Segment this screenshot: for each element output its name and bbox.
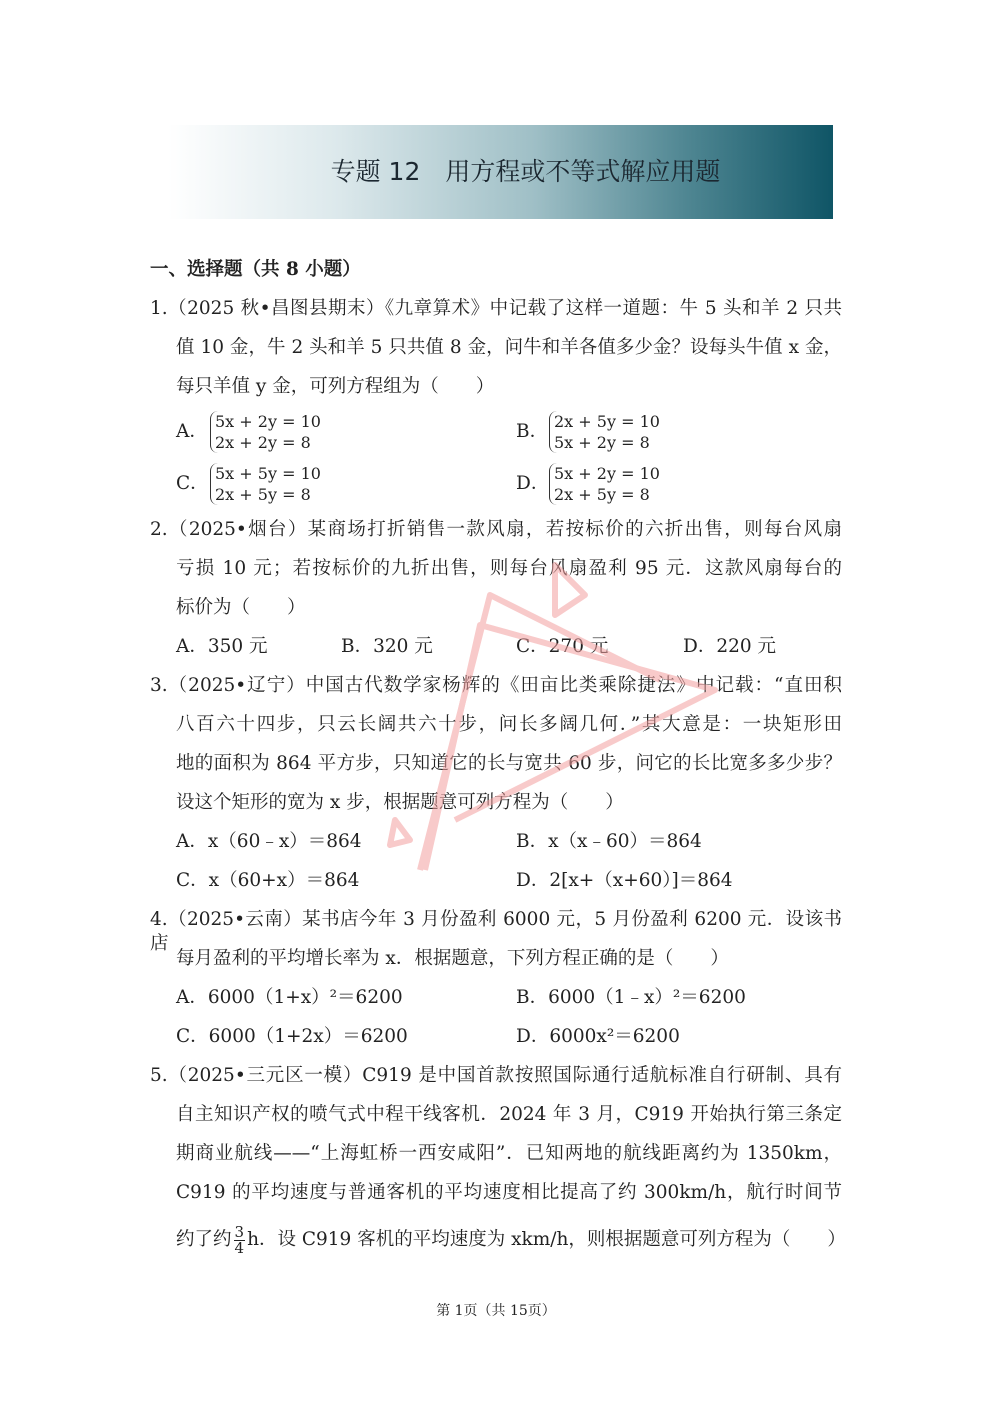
question-4-line: 4.（2025•云南）某书店今年 3 月份盈利 6000 元，5 月份盈利 6200 元．设该书店 xyxy=(150,909,842,954)
option-d: D．220 元 xyxy=(683,636,777,657)
option-c-label: C． xyxy=(176,473,209,494)
question-3-line: 八百六十四步，只云长阔共六十步，问长多阔几何．”其大意是：一块矩形田 xyxy=(176,714,842,735)
question-3-line: 3.（2025•辽宁）中国古代数学家杨辉的《田亩比类乘除捷法》中记载：“直田积 xyxy=(150,675,842,696)
option-a: A．x（60﹣x）＝864 xyxy=(176,831,362,852)
equation: 2x + 5y = 10 xyxy=(554,412,660,431)
question-2-line: 标价为（ ） xyxy=(176,597,306,618)
question-2-line: 2.（2025•烟台）某商场打折销售一款风扇，若按标价的六折出售，则每台风扇 xyxy=(150,519,842,540)
question-5-line xyxy=(176,1222,846,1258)
denominator: 4 xyxy=(234,1238,245,1257)
text: h．设 C919 客机的平均速度为 xkm/h，则根据题意可列方程为（ ） xyxy=(247,1229,846,1250)
question-3-line: 设这个矩形的宽为 x 步，根据题意可列方程为（ ） xyxy=(176,792,624,813)
option-a-label: A． xyxy=(176,421,208,442)
option-c: C．x（60+x）＝864 xyxy=(176,870,360,891)
question-5-line: 5.（2025•三元区一模）C919 是中国首款按照国际通行适航标准自行研制、具有 xyxy=(150,1065,842,1086)
option-a: A．6000（1+x）²＝6200 xyxy=(176,987,403,1008)
equation: 2x + 2y = 8 xyxy=(215,433,311,452)
option-d-system xyxy=(549,463,660,505)
question-1-line: 值 10 金，牛 2 头和羊 5 只共值 8 金，问牛和羊各值多少金？设每头牛值 x 金， xyxy=(176,337,842,358)
question-4-line: 每月盈利的平均增长率为 x．根据题意，下列方程正确的是（ ） xyxy=(176,948,729,969)
option-b-label: B． xyxy=(516,421,549,442)
option-c: C．6000（1+2x）＝6200 xyxy=(176,1026,408,1047)
question-3-line: 地的面积为 864 平方步，只知道它的长与宽共 60 步，问它的长比宽多多少步？ xyxy=(176,753,842,774)
question-5-line: 自主知识产权的喷气式中程干线客机．2024 年 3 月，C919 开始执行第三条定 xyxy=(176,1104,842,1125)
option-a-system xyxy=(210,411,321,453)
option-b-system xyxy=(549,411,660,453)
equation: 2x + 5y = 8 xyxy=(215,485,311,504)
equation: 2x + 5y = 8 xyxy=(554,485,650,504)
page-title: 专题 12 用方程或不等式解应用题 xyxy=(330,157,721,186)
option-d: D．6000x²＝6200 xyxy=(516,1026,680,1047)
question-5-line: 期商业航线——“上海虹桥一西安咸阳”．已知两地的航线距离约为 1350km， xyxy=(176,1143,842,1164)
option-c: C．270 元 xyxy=(516,636,609,657)
option-b: B．320 元 xyxy=(341,636,433,657)
question-1-line: 每只羊值 y 金，可列方程组为（ ） xyxy=(176,376,495,397)
question-5-line: C919 的平均速度与普通客机的平均速度相比提高了约 300km/h，航行时间节 xyxy=(176,1182,842,1203)
numerator: 3 xyxy=(234,1222,245,1241)
option-d: D．2[x+（x+60）]＝864 xyxy=(516,870,733,891)
equation: 5x + 2y = 10 xyxy=(554,464,660,483)
equation: 5x + 5y = 10 xyxy=(215,464,321,483)
fraction xyxy=(234,1222,246,1257)
text: 约了约 xyxy=(176,1229,232,1250)
option-a: A．350 元 xyxy=(176,636,268,657)
option-c-system xyxy=(210,463,321,505)
option-b: B．6000（1﹣x）²＝6200 xyxy=(516,987,746,1008)
equation: 5x + 2y = 8 xyxy=(554,433,650,452)
section-heading: 一、选择题（共 8 小题） xyxy=(150,259,361,280)
page-footer: 第 1页（共 15页） xyxy=(436,1303,556,1319)
equation: 5x + 2y = 10 xyxy=(215,412,321,431)
option-b: B．x（x﹣60）＝864 xyxy=(516,831,702,852)
question-2-line: 亏损 10 元；若按标价的九折出售，则每台风扇盈利 95 元．这款风扇每台的 xyxy=(176,558,842,579)
question-1-line: 1.（2025 秋•昌图县期末）《九章算术》中记载了这样一道题：牛 5 头和羊 2 只共 xyxy=(150,298,842,319)
option-d-label: D． xyxy=(516,473,550,494)
watermark-triangle xyxy=(390,820,410,845)
